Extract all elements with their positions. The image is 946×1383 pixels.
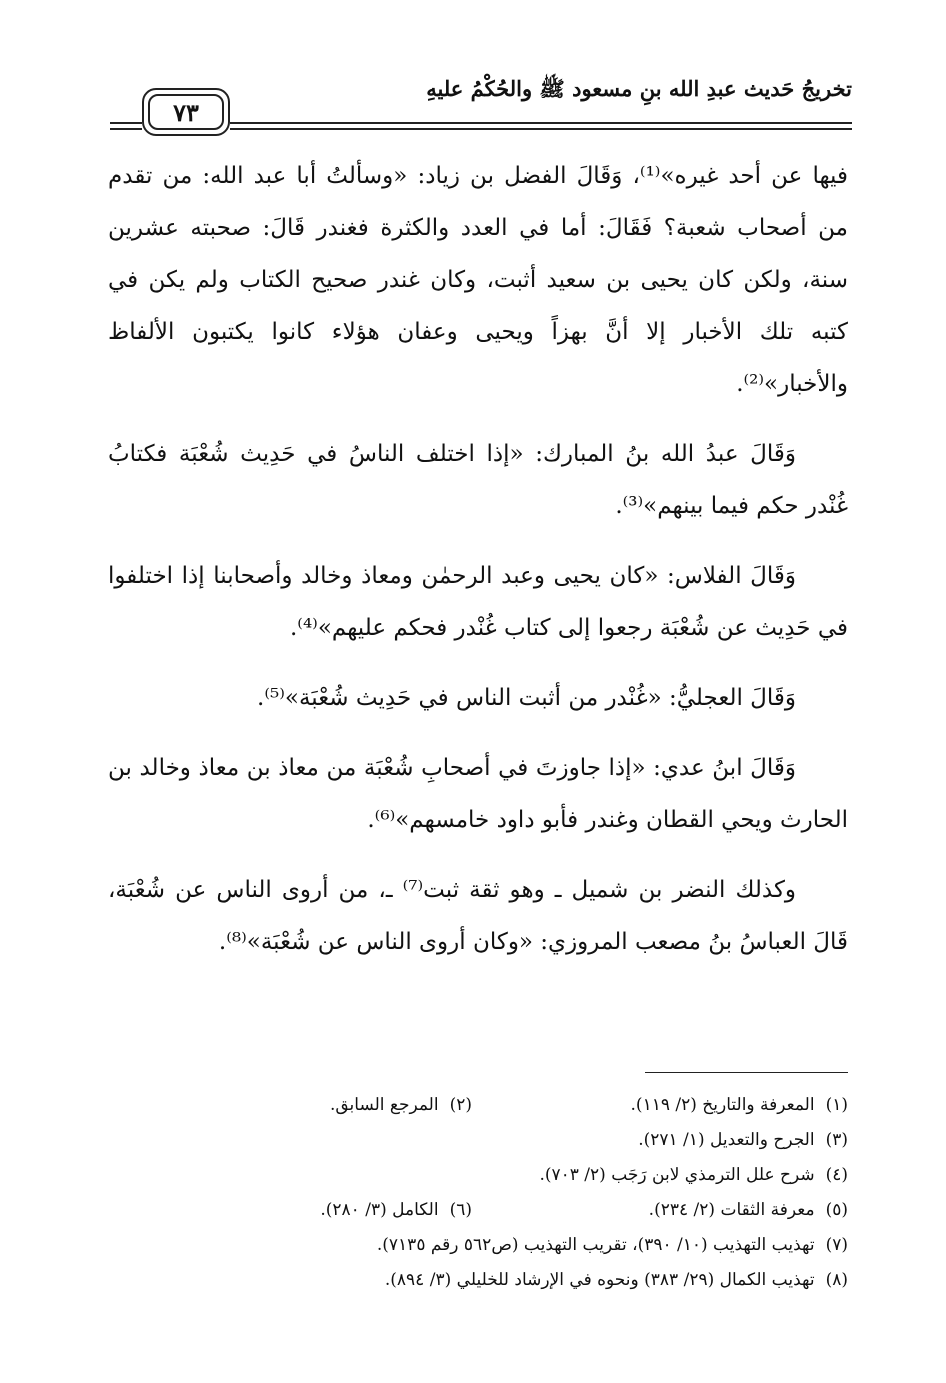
footnote-text: الكامل (٣/ ٢٨٠). xyxy=(320,1200,439,1220)
footnote xyxy=(631,1088,848,1123)
footnote-number: (٤) xyxy=(825,1165,848,1185)
footnote-number: (٥) xyxy=(825,1200,848,1220)
footnote-number: (٦) xyxy=(449,1200,472,1220)
page-number-frame xyxy=(142,88,230,136)
footnote-row xyxy=(180,1263,848,1298)
footnote-row xyxy=(180,1193,848,1228)
footnotes xyxy=(180,1088,848,1298)
paragraph: وكذلك النضر بن شميل ـ وهو ثقة ثبت⁽⁷⁾ ـ، من أروى الناس عن شُعْبَة، قَالَ العباسُ بنُ مصعب المروزي: «وكان أروى الناس عن شُعْبَة»⁽⁸⁾. xyxy=(108,877,848,955)
footnote-row xyxy=(180,1123,848,1158)
header-rule xyxy=(230,122,852,124)
footnote-number: (٣) xyxy=(825,1130,848,1150)
paragraph: وَقَالَ عبدُ الله بنُ المبارك: «إذا اختلف الناسُ في حَدِيث شُعْبَة فكتابُ غُنْدر حكم فيما بينهم»⁽³⁾. xyxy=(108,441,848,519)
footnote-row xyxy=(180,1088,848,1123)
header-rule xyxy=(110,122,142,124)
footnote xyxy=(649,1193,848,1228)
footnote-number: (٧) xyxy=(825,1235,848,1255)
footnote-row xyxy=(180,1228,848,1263)
header-rule xyxy=(110,128,142,130)
footnote xyxy=(377,1228,848,1263)
running-title: تخريجُ حَديث عبدِ الله بنِ مسعود ﷺ والحُكْمُ عليهِ xyxy=(426,76,852,101)
footnote xyxy=(539,1158,848,1193)
footnote-row xyxy=(180,1158,848,1193)
footnote xyxy=(385,1263,848,1298)
paragraph: فيها عن أحد غيره»⁽¹⁾، وَقَالَ الفضل بن زياد: «وسألتُ أبا عبد الله: من تقدم من أصحاب شعبة؟ فَقَالَ: أما في العدد والكثرة فغندر قَالَ: صحبته عشرين سنة، ولكن كان يحيى بن سعيد أثبت، وكان غندر صحيح الكتاب ولم يكن في كتبه تلك الأخبار إلا أنَّ بهزاً ويحيى وعفان هؤلاء كانوا يكتبون الألفاظ والأخبار»⁽²⁾. xyxy=(108,163,848,397)
page-number: ٧٣ xyxy=(148,94,224,130)
footnote-number: (٢) xyxy=(449,1095,472,1115)
paragraph: وَقَالَ ابنُ عدي: «إذا جاوزتَ في أصحابِ شُعْبَة من معاذ بن معاذ وخالد بن الحارث ويحي القطان وغندر فأبو داود خامسهم»⁽⁶⁾. xyxy=(108,755,848,833)
footnote xyxy=(638,1123,848,1158)
footnote-text: الجرح والتعديل (١/ ٢٧١). xyxy=(638,1130,815,1150)
footnote-text: المرجع السابق. xyxy=(329,1095,439,1115)
footnote-text: شرح علل الترمذي لابن رَجَب (٢/ ٧٠٣). xyxy=(539,1165,815,1185)
footnote xyxy=(330,1088,472,1123)
footnote-text: المعرفة والتاريخ (٢/ ١١٩). xyxy=(630,1095,815,1115)
paragraph: وَقَالَ الفلاس: «كان يحيى وعبد الرحمٰن ومعاذ وخالد وأصحابنا إذا اختلفوا في حَدِيث عن شُعْبَة رجعوا إلى كتاب غُنْدر فحكم عليهم»⁽⁴⁾. xyxy=(108,563,848,641)
footnote-number: (٨) xyxy=(825,1270,848,1290)
header-rule xyxy=(230,128,852,130)
footnote-text: معرفة الثقات (٢/ ٢٣٤). xyxy=(648,1200,815,1220)
footnote-text: تهذيب الكمال (٢٩/ ٣٨٣) ونحوه في الإرشاد للخليلي (٣/ ٨٩٤). xyxy=(384,1270,815,1290)
footnote xyxy=(320,1193,472,1228)
footnote-separator xyxy=(645,1072,848,1073)
main-text xyxy=(108,150,848,986)
footnote-number: (١) xyxy=(825,1095,848,1115)
paragraph: وَقَالَ العجليُّ: «غُنْدر من أثبت الناس في حَدِيث شُعْبَة»⁽⁵⁾. xyxy=(257,685,796,711)
footnote-text: تهذيب التهذيب (١٠/ ٣٩٠)، تقريب التهذيب (ص٥٦٢ رقم ٧١٣٥). xyxy=(376,1235,815,1255)
page-header xyxy=(110,66,852,126)
